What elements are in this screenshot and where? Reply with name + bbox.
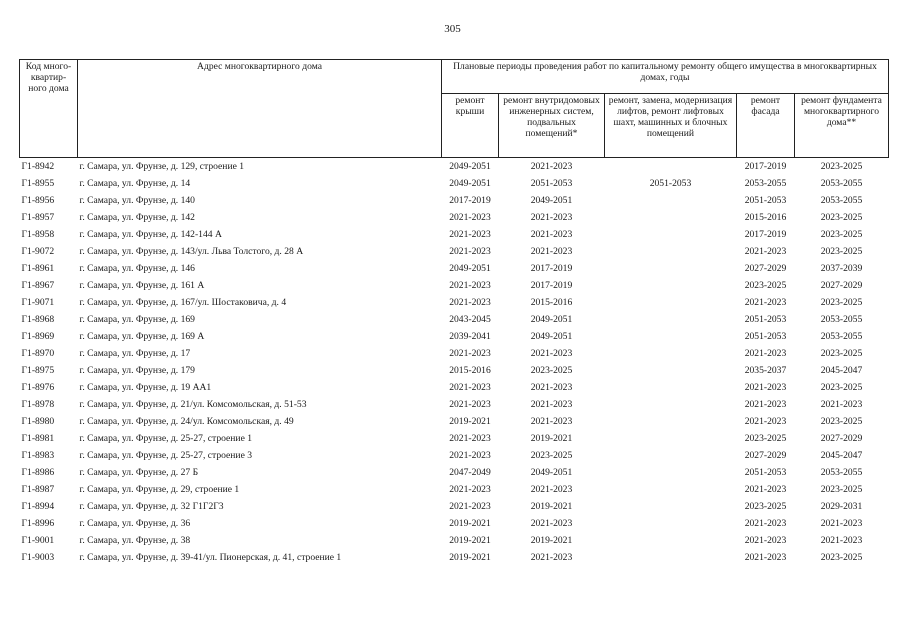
cell-lifts: [605, 447, 737, 464]
header-code: Код много-квартир-ного дома: [20, 60, 78, 158]
cell-address: г. Самара, ул. Фрунзе, д. 36: [79, 518, 191, 529]
cell-roof: 2039-2041: [449, 331, 491, 342]
cell-code: Г1-8994: [21, 501, 55, 512]
cell-address: г. Самара, ул. Фрунзе, д. 19 АА1: [79, 382, 212, 393]
table-row: [20, 413, 889, 430]
cell-systems: 2019-2021: [530, 535, 573, 546]
cell-code: Г1-8981: [21, 433, 55, 444]
cell-systems: 2049-2051: [530, 314, 573, 325]
cell-foundation: 2023-2025: [820, 212, 863, 223]
cell-roof: 2049-2051: [449, 161, 491, 172]
cell-foundation: 2053-2055: [820, 467, 863, 478]
cell-code: Г1-9072: [21, 246, 55, 257]
table-row: [20, 209, 889, 226]
cell-code: Г1-8968: [21, 314, 55, 325]
cell-address: г. Самара, ул. Фрунзе, д. 32 Г1Г2Г3: [79, 501, 224, 512]
cell-lifts: [605, 549, 737, 566]
cell-systems: 2021-2023: [530, 246, 573, 257]
cell-address: г. Самара, ул. Фрунзе, д. 142-144 А: [79, 229, 222, 240]
cell-systems: 2023-2025: [530, 365, 573, 376]
cell-systems: 2017-2019: [530, 263, 573, 274]
header-lifts: ремонт, замена, модернизация лифтов, ремонт лифтовых шахт, машинных и блочных помещений: [605, 94, 737, 158]
cell-code: Г1-8970: [21, 348, 55, 359]
cell-roof: 2049-2051: [449, 178, 491, 189]
cell-foundation: 2037-2039: [820, 263, 863, 274]
cell-systems: 2021-2023: [530, 484, 573, 495]
cell-address: г. Самара, ул. Фрунзе, д. 140: [79, 195, 195, 206]
cell-foundation: 2023-2025: [820, 416, 863, 427]
cell-roof: 2021-2023: [449, 433, 491, 444]
table-body: [20, 158, 889, 567]
cell-foundation: 2045-2047: [820, 450, 863, 461]
cell-lifts: [605, 464, 737, 481]
cell-code: Г1-8983: [21, 450, 55, 461]
header-foundation: ремонт фундамента многоквартирного дома**: [795, 94, 889, 158]
cell-code: Г1-8996: [21, 518, 55, 529]
cell-systems: 2051-2053: [530, 178, 573, 189]
cell-address: г. Самара, ул. Фрунзе, д. 179: [79, 365, 195, 376]
cell-foundation: 2023-2025: [820, 229, 863, 240]
cell-facade: 2021-2023: [744, 535, 787, 546]
cell-lifts: [605, 158, 737, 176]
cell-facade: 2021-2023: [744, 382, 787, 393]
cell-foundation: 2021-2023: [820, 535, 863, 546]
cell-lifts: [605, 481, 737, 498]
table-row: [20, 464, 889, 481]
cell-lifts: [605, 260, 737, 277]
table-row: [20, 345, 889, 362]
table-row: [20, 328, 889, 345]
cell-facade: 2053-2055: [744, 178, 787, 189]
cell-code: Г1-8969: [21, 331, 55, 342]
cell-systems: 2021-2023: [530, 161, 573, 172]
cell-systems: 2021-2023: [530, 416, 573, 427]
cell-roof: 2019-2021: [449, 535, 491, 546]
cell-roof: 2047-2049: [449, 467, 491, 478]
cell-foundation: 2029-2031: [820, 501, 863, 512]
cell-code: Г1-9003: [21, 552, 55, 563]
cell-code: Г1-8978: [21, 399, 55, 410]
cell-address: г. Самара, ул. Фрунзе, д. 169 А: [79, 331, 205, 342]
cell-code: Г1-8986: [21, 467, 55, 478]
cell-lifts: [605, 328, 737, 345]
cell-facade: 2051-2053: [744, 314, 787, 325]
cell-systems: 2049-2051: [530, 195, 573, 206]
cell-lifts: [605, 345, 737, 362]
cell-facade: 2023-2025: [744, 501, 787, 512]
cell-facade: 2051-2053: [744, 467, 787, 478]
cell-facade: 2021-2023: [744, 297, 787, 308]
table-row: [20, 498, 889, 515]
cell-roof: 2019-2021: [449, 552, 491, 563]
table-row: [20, 175, 889, 192]
cell-code: Г1-8987: [21, 484, 55, 495]
cell-facade: 2023-2025: [744, 433, 787, 444]
cell-address: г. Самара, ул. Фрунзе, д. 143/ул. Льва Толстого, д. 28 А: [79, 246, 304, 257]
cell-roof: 2021-2023: [449, 382, 491, 393]
cell-facade: 2021-2023: [744, 416, 787, 427]
table-row: [20, 192, 889, 209]
cell-foundation: 2053-2055: [820, 331, 863, 342]
cell-facade: 2027-2029: [744, 263, 787, 274]
cell-roof: 2021-2023: [449, 450, 491, 461]
header-address: Адрес многоквартирного дома: [78, 60, 442, 158]
cell-lifts: [605, 430, 737, 447]
cell-facade: 2017-2019: [744, 161, 787, 172]
cell-foundation: 2053-2055: [820, 314, 863, 325]
header-systems: ремонт внутридомовых инженерных систем, подвальных помещений*: [499, 94, 605, 158]
cell-address: г. Самара, ул. Фрунзе, д. 146: [79, 263, 195, 274]
cell-code: Г1-8957: [21, 212, 55, 223]
cell-address: г. Самара, ул. Фрунзе, д. 24/ул. Комсомольская, д. 49: [79, 416, 294, 427]
cell-address: г. Самара, ул. Фрунзе, д. 27 Б: [79, 467, 199, 478]
cell-lifts: [605, 515, 737, 532]
cell-code: Г1-8961: [21, 263, 55, 274]
cell-roof: 2021-2023: [449, 501, 491, 512]
cell-systems: 2049-2051: [530, 467, 573, 478]
cell-systems: 2015-2016: [530, 297, 573, 308]
cell-lifts: [605, 362, 737, 379]
cell-code: Г1-8980: [21, 416, 55, 427]
cell-roof: 2021-2023: [449, 348, 491, 359]
table-row: [20, 158, 889, 176]
cell-code: Г1-9001: [21, 535, 55, 546]
cell-roof: 2021-2023: [449, 212, 491, 223]
cell-facade: 2021-2023: [744, 484, 787, 495]
cell-roof: 2021-2023: [449, 297, 491, 308]
cell-lifts: [605, 192, 737, 209]
cell-code: Г1-8942: [21, 161, 55, 172]
table-row: [20, 430, 889, 447]
cell-roof: 2019-2021: [449, 518, 491, 529]
cell-roof: 2021-2023: [449, 399, 491, 410]
header-periods: Плановые периоды проведения работ по капитальному ремонту общего имущества в многоквартирных домах, годы: [442, 60, 889, 94]
table-row: [20, 311, 889, 328]
cell-lifts: [605, 396, 737, 413]
cell-systems: 2049-2051: [530, 331, 573, 342]
cell-address: г. Самара, ул. Фрунзе, д. 39-41/ул. Пионерская, д. 41, строение 1: [79, 552, 342, 563]
cell-foundation: 2023-2025: [820, 246, 863, 257]
cell-address: г. Самара, ул. Фрунзе, д. 25-27, строение 1: [79, 433, 253, 444]
cell-facade: 2021-2023: [744, 348, 787, 359]
cell-lifts: [605, 498, 737, 515]
cell-code: Г1-8967: [21, 280, 55, 291]
table-row: [20, 243, 889, 260]
cell-roof: 2017-2019: [449, 195, 491, 206]
cell-facade: 2051-2053: [744, 331, 787, 342]
cell-foundation: 2045-2047: [820, 365, 863, 376]
cell-foundation: 2023-2025: [820, 552, 863, 563]
cell-foundation: 2021-2023: [820, 399, 863, 410]
header-roof: ремонт крыши: [442, 94, 499, 158]
cell-foundation: 2023-2025: [820, 297, 863, 308]
cell-roof: 2015-2016: [449, 365, 491, 376]
cell-systems: 2021-2023: [530, 518, 573, 529]
table-row: [20, 362, 889, 379]
table-row: [20, 549, 889, 566]
table-row: [20, 481, 889, 498]
cell-systems: 2021-2023: [530, 399, 573, 410]
cell-lifts: [605, 294, 737, 311]
cell-facade: 2035-2037: [744, 365, 787, 376]
cell-systems: 2019-2021: [530, 433, 573, 444]
cell-facade: 2021-2023: [744, 246, 787, 257]
cell-facade: 2023-2025: [744, 280, 787, 291]
page-number: 305: [444, 23, 461, 35]
cell-facade: 2021-2023: [744, 552, 787, 563]
cell-lifts: [605, 209, 737, 226]
cell-roof: 2021-2023: [449, 246, 491, 257]
cell-address: г. Самара, ул. Фрунзе, д. 167/ул. Шостаковича, д. 4: [79, 297, 287, 308]
cell-facade: 2015-2016: [744, 212, 787, 223]
cell-systems: 2021-2023: [530, 348, 573, 359]
table-row: [20, 294, 889, 311]
cell-roof: 2021-2023: [449, 229, 491, 240]
cell-foundation: 2023-2025: [820, 484, 863, 495]
cell-address: г. Самара, ул. Фрунзе, д. 142: [79, 212, 195, 223]
table-row: [20, 379, 889, 396]
cell-code: Г1-8975: [21, 365, 55, 376]
cell-lifts: [605, 243, 737, 260]
cell-foundation: 2023-2025: [820, 382, 863, 393]
cell-roof: 2019-2021: [449, 416, 491, 427]
cell-lifts: [605, 379, 737, 396]
cell-foundation: 2053-2055: [820, 195, 863, 206]
cell-facade: 2017-2019: [744, 229, 787, 240]
cell-systems: 2017-2019: [530, 280, 573, 291]
cell-address: г. Самара, ул. Фрунзе, д. 161 А: [79, 280, 205, 291]
cell-code: Г1-8958: [21, 229, 55, 240]
cell-address: г. Самара, ул. Фрунзе, д. 38: [79, 535, 191, 546]
cell-facade: 2021-2023: [744, 518, 787, 529]
cell-lifts: [605, 413, 737, 430]
cell-roof: 2021-2023: [449, 280, 491, 291]
cell-systems: 2021-2023: [530, 212, 573, 223]
cell-foundation: 2027-2029: [820, 433, 863, 444]
cell-systems: 2021-2023: [530, 382, 573, 393]
table-row: [20, 260, 889, 277]
capital-repair-table: [19, 59, 889, 566]
cell-address: г. Самара, ул. Фрунзе, д. 21/ул. Комсомольская, д. 51-53: [79, 399, 307, 410]
cell-foundation: 2027-2029: [820, 280, 863, 291]
cell-lifts: 2051-2053: [649, 178, 692, 189]
cell-address: г. Самара, ул. Фрунзе, д. 169: [79, 314, 195, 325]
table-row: [20, 396, 889, 413]
cell-lifts: [605, 277, 737, 294]
cell-systems: 2019-2021: [530, 501, 573, 512]
cell-roof: 2043-2045: [449, 314, 491, 325]
cell-facade: 2027-2029: [744, 450, 787, 461]
cell-systems: 2021-2023: [530, 229, 573, 240]
cell-address: г. Самара, ул. Фрунзе, д. 17: [79, 348, 191, 359]
cell-foundation: 2023-2025: [820, 161, 863, 172]
cell-code: Г1-8955: [21, 178, 55, 189]
cell-systems: 2023-2025: [530, 450, 573, 461]
header-facade: ремонт фасада: [737, 94, 795, 158]
cell-foundation: 2021-2023: [820, 518, 863, 529]
cell-facade: 2051-2053: [744, 195, 787, 206]
cell-address: г. Самара, ул. Фрунзе, д. 25-27, строение 3: [79, 450, 253, 461]
cell-lifts: [605, 226, 737, 243]
cell-lifts: [605, 532, 737, 549]
cell-foundation: 2053-2055: [820, 178, 863, 189]
cell-code: Г1-9071: [21, 297, 55, 308]
cell-facade: 2021-2023: [744, 399, 787, 410]
cell-code: Г1-8956: [21, 195, 55, 206]
cell-foundation: 2023-2025: [820, 348, 863, 359]
table-row: [20, 226, 889, 243]
table-row: [20, 532, 889, 549]
cell-address: г. Самара, ул. Фрунзе, д. 14: [79, 178, 191, 189]
cell-roof: 2021-2023: [449, 484, 491, 495]
table-row: [20, 515, 889, 532]
cell-roof: 2049-2051: [449, 263, 491, 274]
table-row: [20, 447, 889, 464]
cell-address: г. Самара, ул. Фрунзе, д. 29, строение 1: [79, 484, 240, 495]
cell-lifts: [605, 311, 737, 328]
cell-systems: 2021-2023: [530, 552, 573, 563]
cell-address: г. Самара, ул. Фрунзе, д. 129, строение 1: [79, 161, 245, 172]
table-row: [20, 277, 889, 294]
cell-code: Г1-8976: [21, 382, 55, 393]
